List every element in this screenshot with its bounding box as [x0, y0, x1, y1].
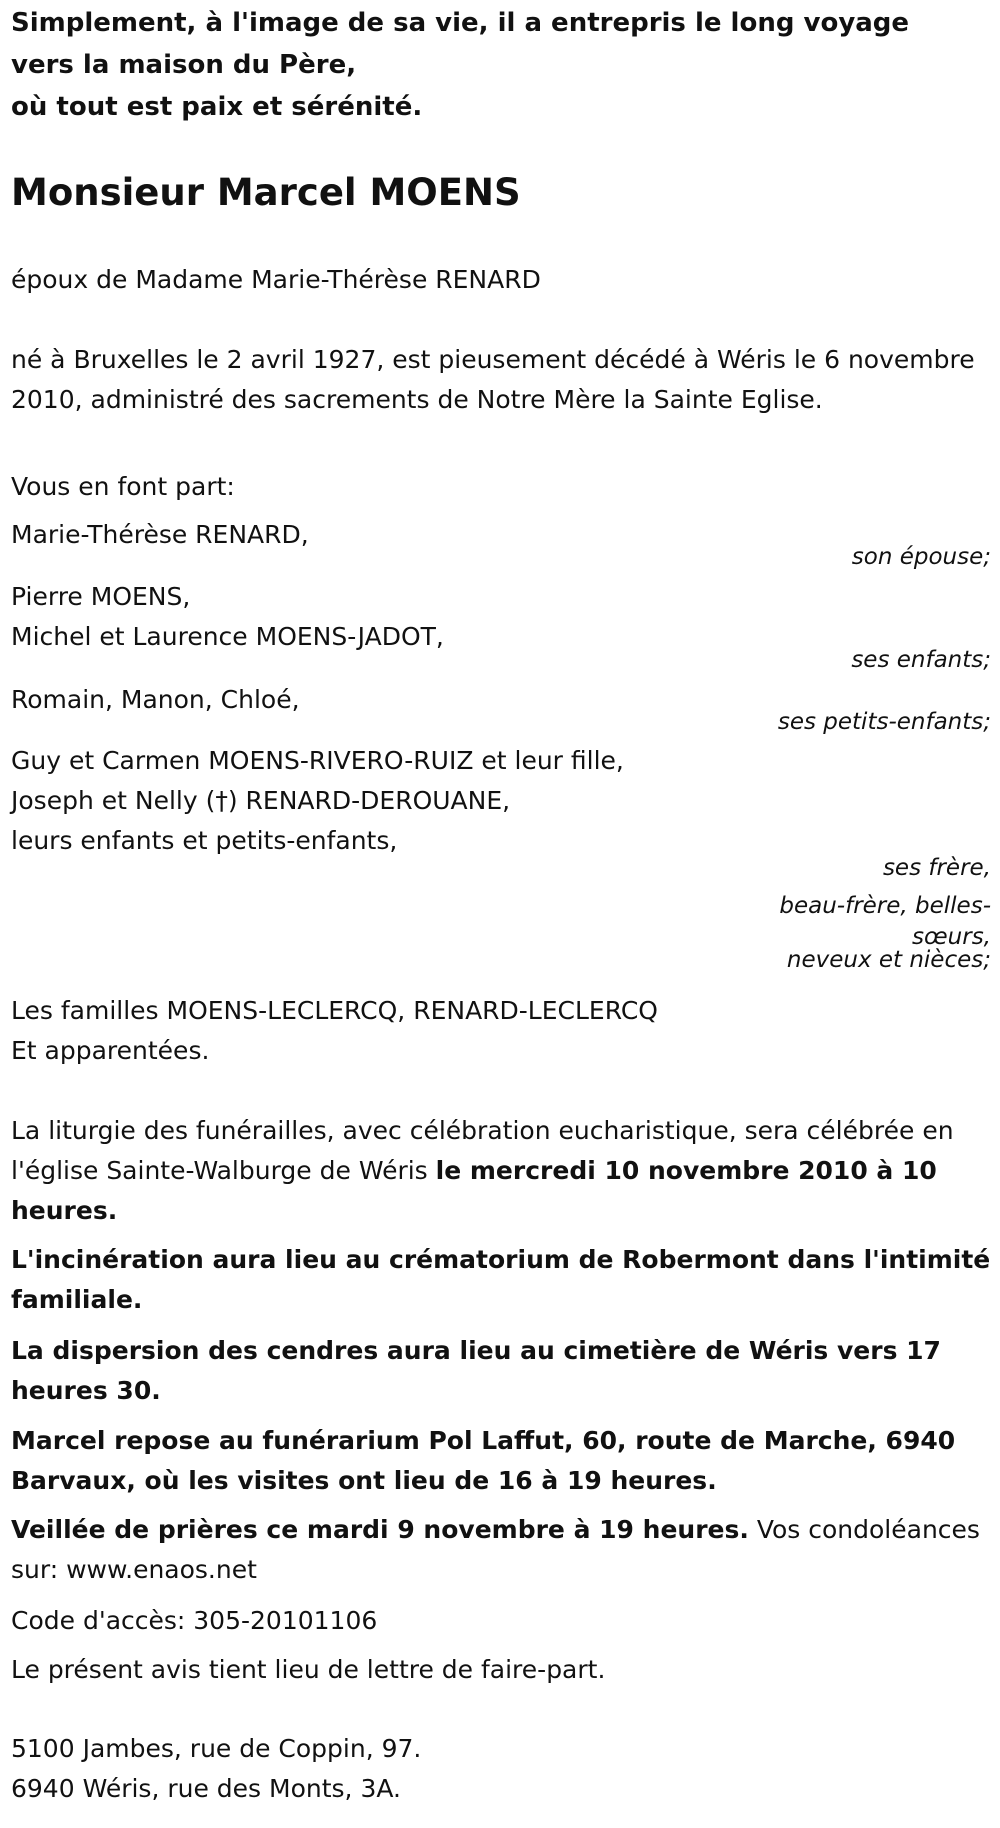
relation-siblings-1: ses frère, — [882, 855, 991, 881]
families-line-2: Et apparentées. — [11, 1036, 210, 1065]
vigil-text: Veillée de prières ce mardi 9 novembre à 19 heures. — [11, 1515, 749, 1544]
relation-children: ses enfants; — [851, 647, 991, 673]
relation-siblings — [731, 849, 991, 971]
relation-siblings-4: neveux et nièces; — [786, 947, 991, 973]
relation-spouse: son épouse; — [851, 544, 991, 570]
notice-text: Le présent avis tient lieu de lettre de faire-part. — [11, 1655, 606, 1684]
spouse-line: époux de Madame Marie-Thérèse RENARD — [11, 265, 541, 294]
child-line-1: Pierre MOENS, — [11, 582, 191, 611]
relation-grandchildren: ses petits-enfants; — [777, 709, 991, 735]
liturgy-plain: La liturgie des funérailles, avec célébration eucharistique, sera célébrée en l'église Sainte-Walburge de Wéris — [11, 1116, 954, 1185]
address-1: 5100 Jambes, rue de Coppin, 97. — [11, 1734, 422, 1763]
access-code: Code d'accès: 305-20101106 — [11, 1606, 378, 1635]
visits-text: Marcel repose au funérarium Pol Laffut, 60, route de Marche, 6940 Barvaux, où les visites ont lieu de 16 à 19 heures. — [11, 1426, 956, 1495]
family-others — [11, 991, 991, 1071]
intro-line-2: où tout est paix et sérénité. — [11, 92, 423, 122]
dispersion-text: La dispersion des cendres aura lieu au cimetière de Wéris vers 17 heures 30. — [11, 1336, 941, 1405]
family-grandchildren-name: Romain, Manon, Chloé, — [11, 685, 300, 714]
birth-death-text: né à Bruxelles le 2 avril 1927, est pieusement décédé à Wéris le 6 novembre 2010, administré des sacrements de Notre Mère la Sainte Eglise. — [11, 345, 975, 414]
address-2: 6940 Wéris, rue des Monts, 3A. — [11, 1774, 401, 1803]
family-spouse-name: Marie-Thérèse RENARD, — [11, 520, 309, 549]
sibling-line-2: Joseph et Nelly (†) RENARD-DEROUANE, — [11, 786, 511, 815]
family-siblings — [11, 741, 991, 861]
liturgy-date: le mercredi 10 novembre 2010 à 10 heures. — [11, 1156, 937, 1225]
relation-siblings-3: sœurs, — [912, 924, 991, 950]
deceased-name: Monsieur Marcel MOENS — [11, 171, 521, 214]
child-line-2: Michel et Laurence MOENS-JADOT, — [11, 622, 444, 651]
intro-line-1: Simplement, à l'image de sa vie, il a entrepris le long voyage vers la maison du Père, — [11, 8, 910, 80]
families-line-1: Les familles MOENS-LECLERCQ, RENARD-LECLERCQ — [11, 996, 658, 1025]
addresses — [11, 1729, 991, 1809]
vigil-condolences-text — [11, 1510, 991, 1590]
sibling-line-1: Guy et Carmen MOENS-RIVERO-RUIZ et leur fille, — [11, 746, 624, 775]
incineration-text: L'incinération aura lieu au crématorium de Robermont dans l'intimité familiale. — [11, 1245, 991, 1314]
intro-text — [11, 2, 971, 128]
sibling-line-3: leurs enfants et petits-enfants, — [11, 826, 398, 855]
relation-siblings-2: beau-frère, belles- — [779, 893, 991, 919]
condolences-text: Vos condoléances sur: www.enaos.net — [11, 1515, 980, 1584]
liturgy-text — [11, 1111, 991, 1231]
announce-text: Vous en font part: — [11, 472, 235, 501]
